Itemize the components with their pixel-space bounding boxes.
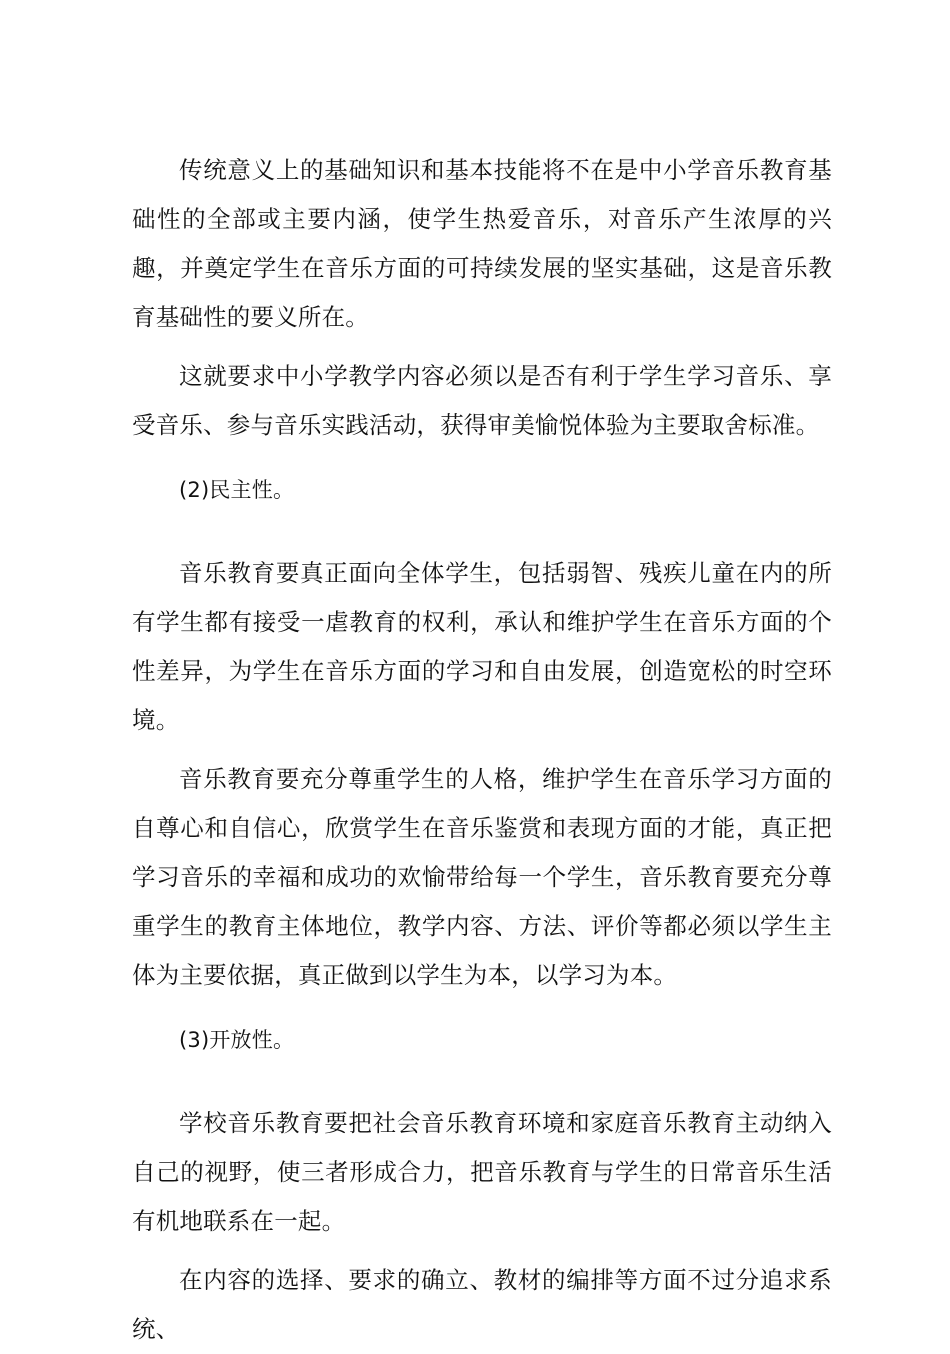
paragraph-school-family-society: 学校音乐教育要把社会音乐教育环境和家庭音乐教育主动纳入自己的视野，使三者形成合力，把音乐教育与学生的日常音乐生活有机地联系在一起。 [132,1109,832,1235]
section-heading-democracy: (2)民主性。 [179,478,295,502]
paragraph-respect-students: 音乐教育要充分尊重学生的人格，维护学生在音乐学习方面的自尊心和自信心，欣赏学生在音乐鉴赏和表现方面的才能，真正把学习音乐的幸福和成功的欢愉带给每一个学生，音乐教育要充分尊重学生的教育主体地位，教学内容、方法、评价等都必须以学生主体为主要依据，真正做到以学生为本，以学习为本。 [132,765,832,989]
paragraph-all-students: 音乐教育要真正面向全体学生，包括弱智、残疾儿童在内的所有学生都有接受一虐教育的权利，承认和维护学生在音乐方面的个性差异，为学生在音乐方面的学习和自由发展，创造宽松的时空环境。 [132,559,832,734]
paragraph-content-requirement: 这就要求中小学教学内容必须以是否有利于学生学习音乐、享受音乐、参与音乐实践活动，获得审美愉悦体验为主要取舍标准。 [132,362,832,439]
paragraph-foundation: 传统意义上的基础知识和基本技能将不在是中小学音乐教育基础性的全部或主要内涵，使学生热爱音乐，对音乐产生浓厚的兴趣，并奠定学生在音乐方面的可持续发展的坚实基础，这是音乐教育基础性的要义所在。 [132,156,832,331]
document-body [132,146,832,1354]
section-heading-openness: (3)开放性。 [179,1028,295,1052]
paragraph-content-selection: 在内容的选择、要求的确立、教材的编排等方面不过分追求系统、 [132,1266,832,1343]
